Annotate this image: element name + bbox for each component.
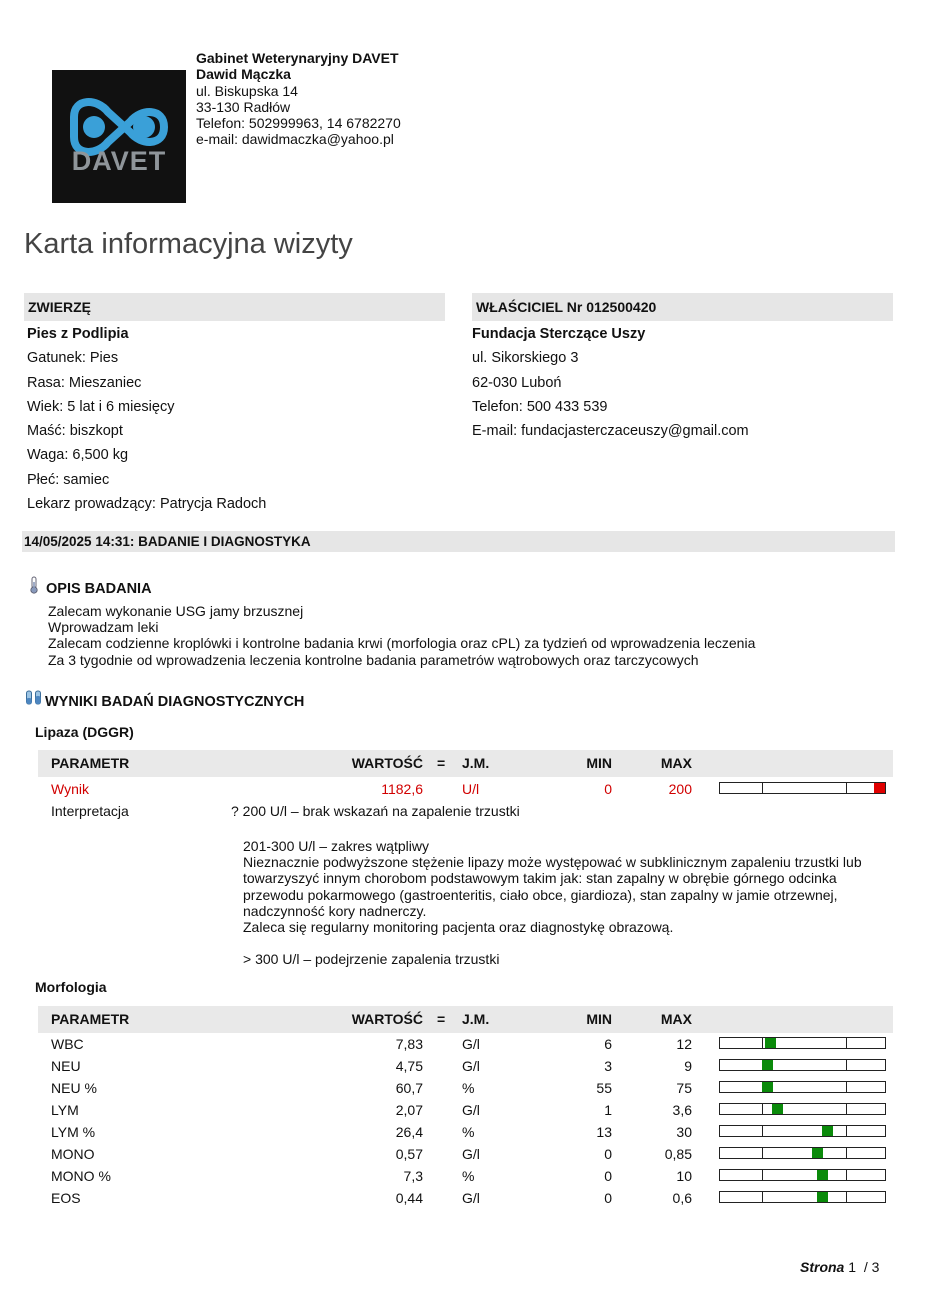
- morf-unit: G/l: [462, 1036, 480, 1052]
- interp-line: towarzyszyć innym chorobom podstawowym takim jak: stan zapalny w obrębie górnego odcinka: [243, 870, 837, 887]
- morf-range-bar: [719, 1169, 886, 1181]
- morf-value: 4,75: [395, 1058, 423, 1074]
- range-bar-divider: [762, 1148, 763, 1158]
- range-bar-divider: [846, 1104, 847, 1114]
- morf-range-bar: [719, 1125, 886, 1137]
- clinic-phone: Telefon: 502999963, 14 6782270: [196, 115, 401, 132]
- animal-name: Pies z Podlipia: [27, 326, 129, 342]
- opis-line: Wprowadzam leki: [48, 619, 159, 636]
- infinity-cat-dog-icon: [52, 70, 186, 203]
- range-bar-divider: [846, 1082, 847, 1092]
- visit-header: 14/05/2025 14:31: BADANIE I DIAGNOSTYKA: [22, 531, 895, 552]
- morf-value: 26,4: [395, 1124, 423, 1140]
- animal-weight: Waga: 6,500 kg: [27, 447, 129, 464]
- interp-line: > 300 U/l – podejrzenie zapalenia trzustki: [243, 951, 500, 968]
- opis-line: Zalecam codzienne kroplówki i kontrolne badania krwi (morfologia oraz cPL) za tydzień od wprowadzenia leczenia: [48, 635, 756, 652]
- range-bar-divider: [762, 1192, 763, 1202]
- thermometer-icon: [29, 576, 39, 594]
- clinic-street: ul. Biskupska 14: [196, 82, 298, 99]
- lipaza-title: Lipaza (DGGR): [35, 724, 134, 740]
- col-eq: =: [437, 1011, 446, 1027]
- owner-phone: Telefon: 500 433 539: [472, 398, 608, 415]
- morf-unit: %: [462, 1080, 475, 1096]
- col-param: PARAMETR: [51, 1011, 130, 1027]
- clinic-info: [196, 50, 401, 148]
- morf-value: 7,3: [403, 1168, 423, 1184]
- interp-line: Nieznacznie podwyższone stężenie lipazy może występować w subklinicznym zapaleniu trzustki lub: [243, 854, 862, 871]
- animal-breed: Rasa: Mieszaniec: [27, 374, 142, 391]
- lipaza-max: 200: [668, 781, 692, 797]
- animal-info: [27, 322, 266, 516]
- range-bar-divider: [846, 783, 847, 793]
- interpretation: [243, 838, 903, 968]
- range-bar-divider: [762, 1038, 763, 1048]
- col-eq: =: [437, 755, 446, 771]
- morf-min: 0: [604, 1168, 612, 1184]
- morf-max: 9: [684, 1058, 692, 1074]
- clinic-email: e-mail: dawidmaczka@yahoo.pl: [196, 131, 394, 148]
- morf-param: LYM %: [51, 1124, 96, 1140]
- lipaza-param: Wynik: [51, 781, 89, 797]
- range-bar-divider: [846, 1148, 847, 1158]
- interp-line: 201-300 U/l – zakres wątpliwy: [243, 838, 429, 854]
- owner-email: E-mail: fundacjasterczaceuszy@gmail.com: [472, 423, 749, 440]
- lipaza-range-bar: [719, 782, 886, 794]
- col-param: PARAMETR: [51, 755, 130, 771]
- range-bar-marker: [874, 783, 885, 793]
- morf-unit: G/l: [462, 1058, 480, 1074]
- owner-info: [472, 322, 749, 443]
- morf-range-bar: [719, 1059, 886, 1071]
- morf-max: 12: [676, 1036, 692, 1052]
- footer-label: Strona: [800, 1259, 845, 1275]
- lipaza-value: 1182,6: [381, 781, 423, 797]
- opis-line: Za 3 tygodnie od wprowadzenia leczenia kontrolne badania parametrów wątrobowych oraz tarczycowych: [48, 651, 699, 668]
- col-max: MAX: [660, 755, 692, 771]
- animal-age: Wiek: 5 lat i 6 miesięcy: [27, 398, 175, 415]
- morf-min: 0: [604, 1146, 612, 1162]
- morf-param: LYM: [51, 1102, 79, 1118]
- morf-max: 75: [676, 1080, 692, 1096]
- interp-line-first: ? 200 U/l – brak wskazań na zapalenie trzustki: [231, 803, 520, 819]
- range-bar-divider: [846, 1060, 847, 1070]
- range-bar-marker: [762, 1082, 773, 1092]
- morf-range-bar: [719, 1103, 886, 1115]
- page-footer: [800, 1259, 879, 1275]
- clinic-doctor: Dawid Mączka: [196, 66, 291, 83]
- range-bar-divider: [762, 1126, 763, 1136]
- interp-line: nadczynność kory nadnerczy.: [243, 902, 427, 919]
- morf-min: 13: [596, 1124, 612, 1140]
- interp-label: Interpretacja: [51, 803, 129, 819]
- col-value: WARTOŚĆ: [351, 755, 423, 771]
- range-bar-marker: [762, 1060, 773, 1070]
- clinic-logo: [52, 70, 186, 203]
- morf-max: 30: [676, 1124, 692, 1140]
- morf-param: NEU: [51, 1058, 81, 1074]
- lipaza-unit: U/l: [462, 781, 480, 797]
- animal-sex: Płeć: samiec: [27, 471, 110, 488]
- morf-unit: %: [462, 1124, 475, 1140]
- clinic-city: 33-130 Radłów: [196, 98, 291, 115]
- interp-line: Zaleca się regularny monitoring pacjenta oraz diagnostykę obrazową.: [243, 919, 674, 936]
- morf-range-bar: [719, 1147, 886, 1159]
- test-tubes-icon: [25, 690, 43, 706]
- lipaza-min: 0: [604, 781, 612, 797]
- col-unit: J.M.: [462, 755, 490, 771]
- morf-min: 3: [604, 1058, 612, 1074]
- opis-lines: [48, 603, 755, 668]
- morf-max: 0,6: [672, 1190, 692, 1206]
- morf-min: 1: [604, 1102, 612, 1118]
- col-max: MAX: [660, 1011, 692, 1027]
- col-min: MIN: [586, 1011, 612, 1027]
- morf-range-bar: [719, 1037, 886, 1049]
- morf-min: 6: [604, 1036, 612, 1052]
- results-title: WYNIKI BADAŃ DIAGNOSTYCZNYCH: [45, 694, 305, 710]
- animal-color: Maść: biszkopt: [27, 423, 123, 440]
- opis-line: Zalecam wykonanie USG jamy brzusznej: [48, 603, 304, 619]
- morf-unit: %: [462, 1168, 475, 1184]
- morf-value: 2,07: [395, 1102, 423, 1118]
- footer-sep: /: [863, 1259, 868, 1275]
- morf-range-bar: [719, 1081, 886, 1093]
- footer-total: 3: [871, 1259, 880, 1275]
- range-bar-divider: [846, 1038, 847, 1048]
- opis-title: OPIS BADANIA: [46, 581, 152, 597]
- morf-value: 0,44: [395, 1190, 423, 1206]
- range-bar-divider: [846, 1170, 847, 1180]
- morf-param: MONO %: [51, 1168, 111, 1184]
- morf-unit: G/l: [462, 1146, 480, 1162]
- range-bar-marker: [812, 1148, 823, 1158]
- morf-param: MONO: [51, 1146, 95, 1162]
- col-unit: J.M.: [462, 1011, 490, 1027]
- owner-street: ul. Sikorskiego 3: [472, 350, 579, 367]
- owner-section-header: WŁAŚCICIEL Nr 012500420: [472, 293, 893, 321]
- page-title: Karta informacyjna wizyty: [24, 228, 353, 260]
- owner-city: 62-030 Luboń: [472, 374, 562, 391]
- clinic-name: Gabinet Weterynaryjny DAVET: [196, 50, 399, 66]
- range-bar-divider: [762, 1104, 763, 1114]
- morf-unit: G/l: [462, 1190, 480, 1206]
- footer-page: 1: [848, 1259, 857, 1275]
- col-min: MIN: [586, 755, 612, 771]
- interp-line: przewodu pokarmowego (gastroenteritis, ciało obce, giardioza), stan zapalny w jamie otrzewnej,: [243, 886, 838, 903]
- interp-blank: [243, 935, 903, 951]
- range-bar-divider: [846, 1192, 847, 1202]
- morf-max: 0,85: [664, 1146, 692, 1162]
- range-bar-marker: [772, 1104, 783, 1114]
- animal-vet: Lekarz prowadzący: Patrycja Radoch: [27, 496, 267, 513]
- morf-param: WBC: [51, 1036, 84, 1052]
- animal-section-header: ZWIERZĘ: [24, 293, 445, 321]
- range-bar-marker: [822, 1126, 833, 1136]
- col-value: WARTOŚĆ: [351, 1011, 423, 1027]
- morf-min: 55: [596, 1080, 612, 1096]
- range-bar-marker: [817, 1192, 828, 1202]
- logo-text: DAVET: [71, 146, 167, 176]
- morf-param: NEU %: [51, 1080, 97, 1096]
- morf-param: EOS: [51, 1190, 81, 1206]
- morf-max: 3,6: [672, 1102, 692, 1118]
- range-bar-marker: [765, 1038, 776, 1048]
- range-bar-divider: [762, 783, 763, 793]
- range-bar-divider: [762, 1170, 763, 1180]
- range-bar-divider: [846, 1126, 847, 1136]
- owner-name: Fundacja Sterczące Uszy: [472, 326, 646, 342]
- morf-range-bar: [719, 1191, 886, 1203]
- morf-unit: G/l: [462, 1102, 480, 1118]
- animal-species: Gatunek: Pies: [27, 350, 119, 367]
- range-bar-marker: [817, 1170, 828, 1180]
- morf-max: 10: [676, 1168, 692, 1184]
- morf-value: 0,57: [395, 1146, 423, 1162]
- morf-value: 7,83: [395, 1036, 423, 1052]
- morf-min: 0: [604, 1190, 612, 1206]
- morfologia-title: Morfologia: [35, 979, 107, 995]
- morf-value: 60,7: [395, 1080, 423, 1096]
